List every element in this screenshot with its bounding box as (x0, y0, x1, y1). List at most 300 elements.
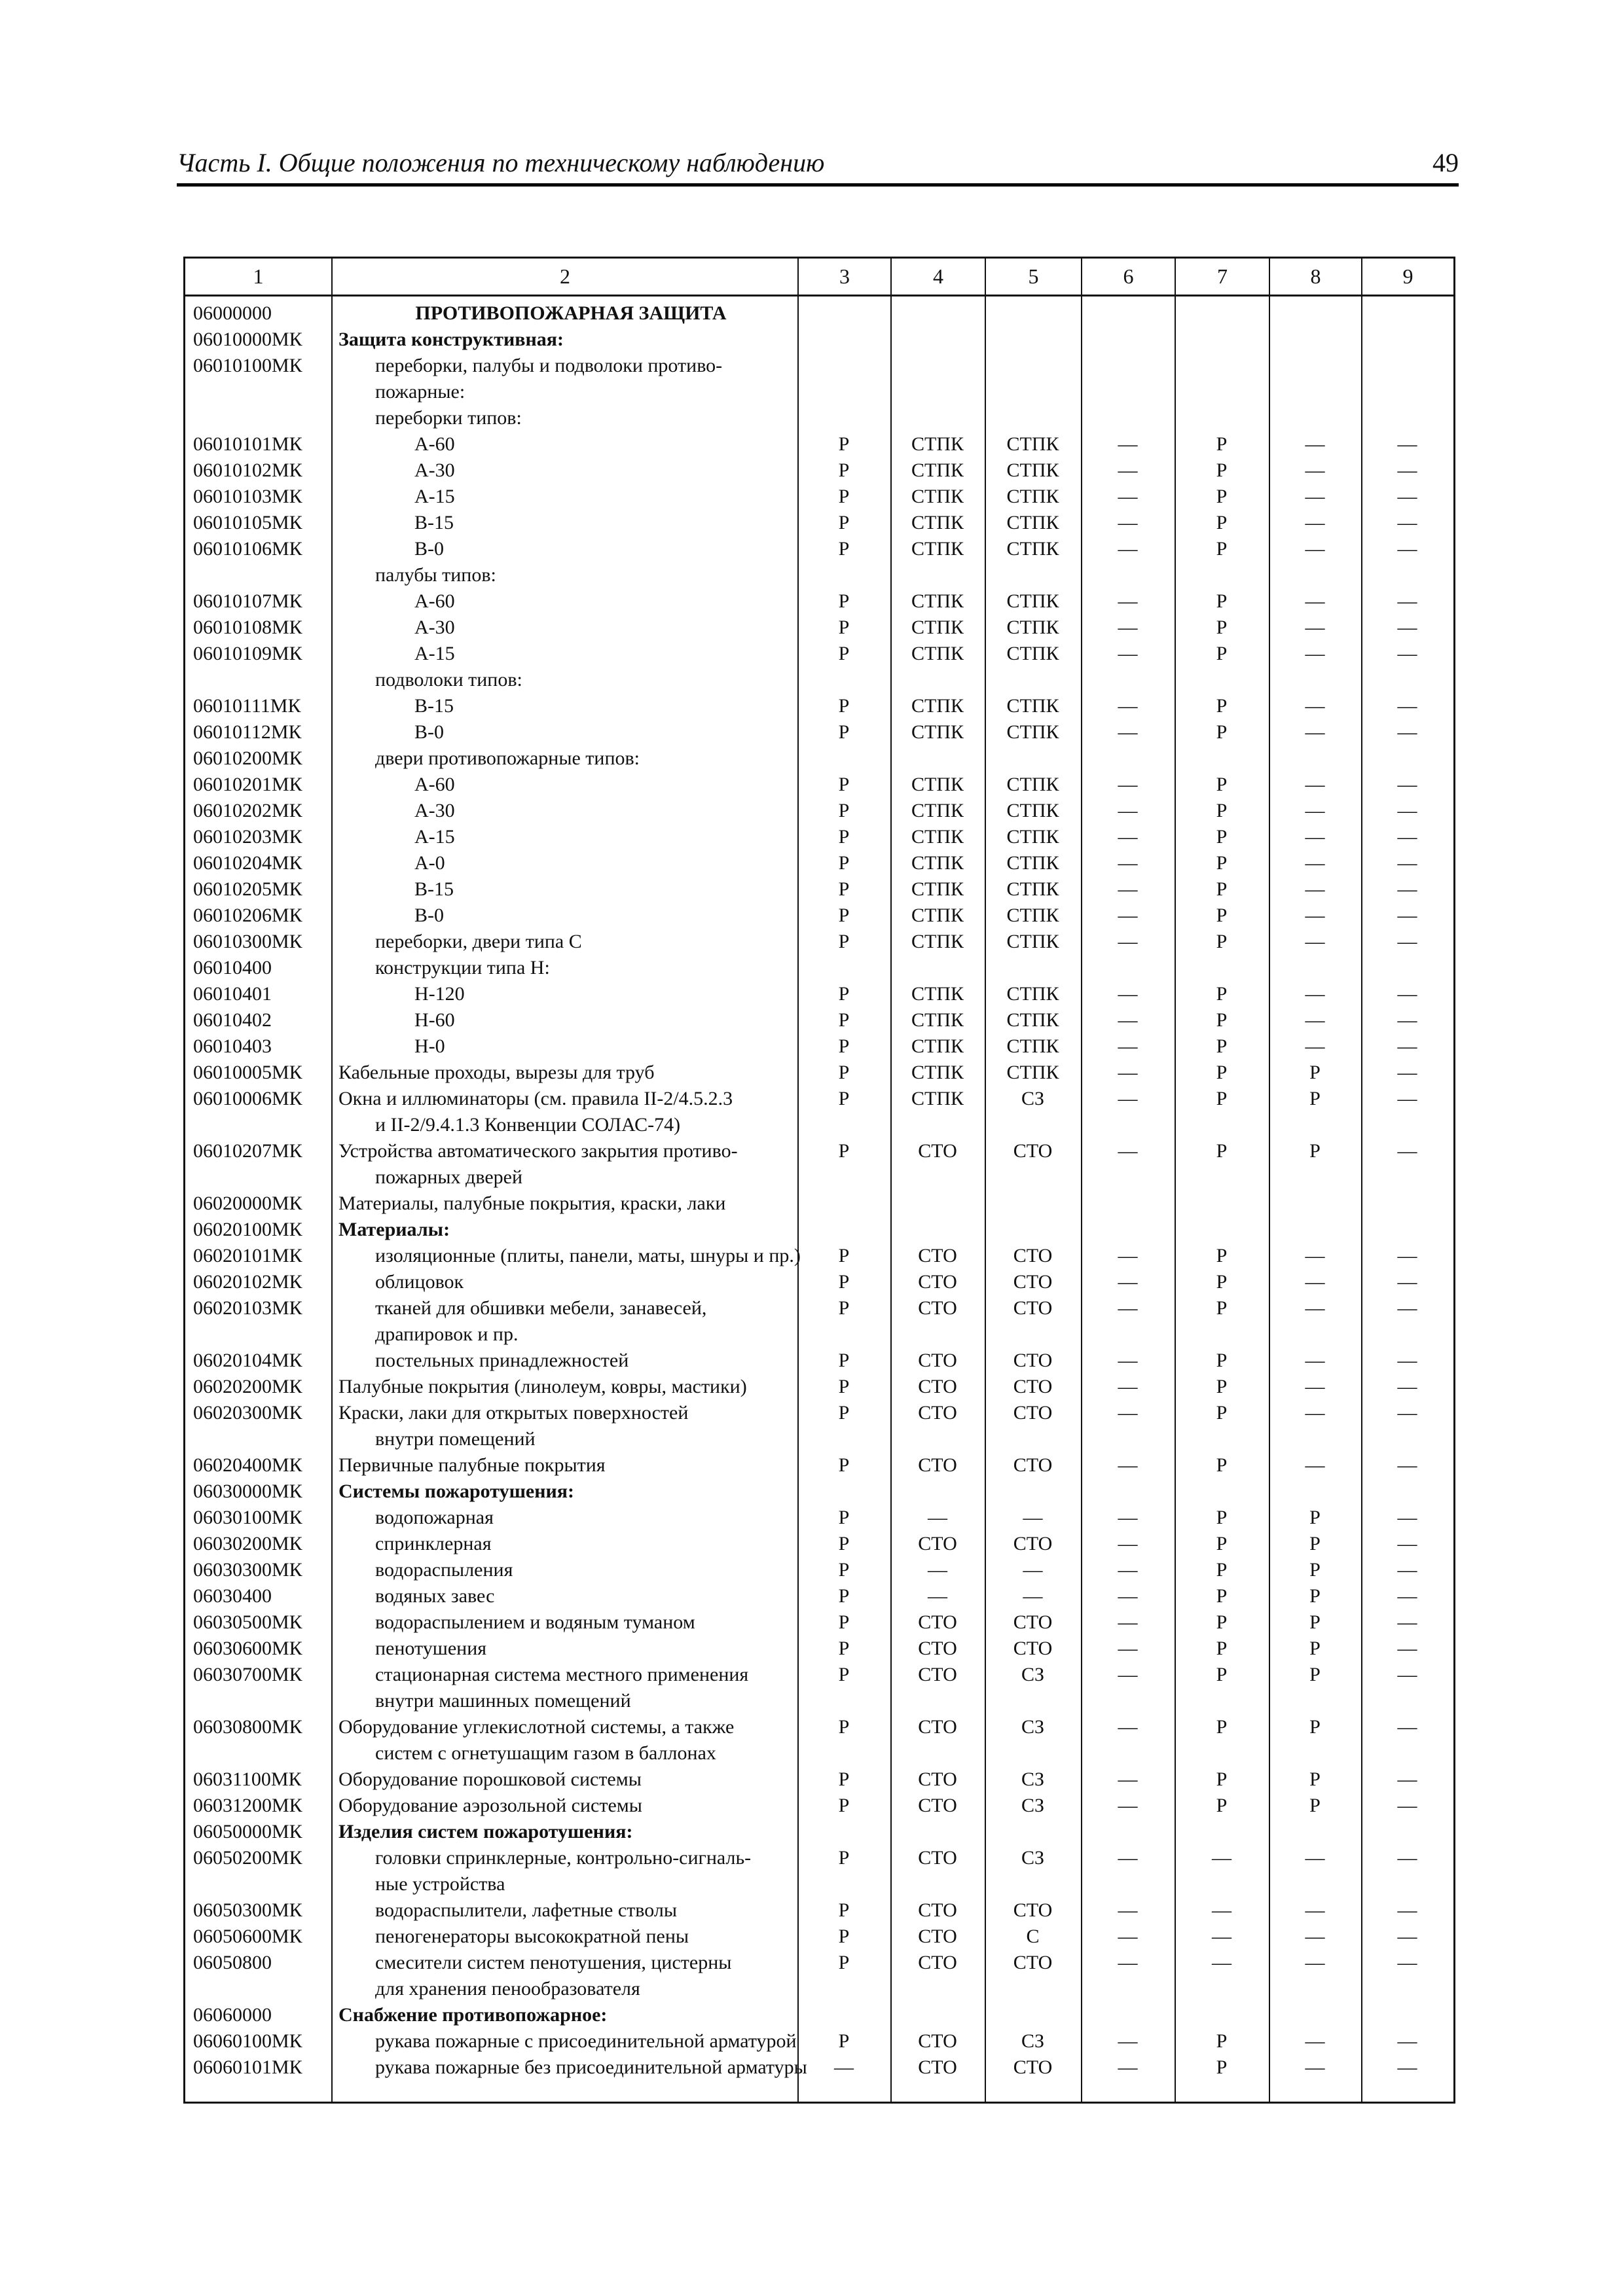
row-cell-c4: СТПК (911, 905, 964, 926)
row-cell-c4 (890, 1191, 985, 1217)
row-cell-c5: — (1023, 1507, 1043, 1528)
row-cell-c3 (797, 1426, 890, 1452)
table-row (185, 1217, 1453, 1243)
row-code (193, 667, 331, 693)
row-cell-c6: — (1118, 1768, 1138, 1790)
row-cell-c4: — (928, 1585, 947, 1607)
table-row (185, 353, 1453, 379)
row-cell-c8 (1269, 327, 1361, 353)
row-cell-c6: — (1118, 433, 1138, 455)
row-cell-c6: — (1118, 1611, 1138, 1633)
row-cell-c7: Р (1216, 2056, 1228, 2078)
row-cell-c4: СТПК (911, 878, 964, 900)
table-row (185, 1164, 1453, 1191)
row-cell-c3: Р (838, 1716, 850, 1738)
row-cell-c7: Р (1216, 590, 1228, 612)
row-code: 06010107МК (193, 590, 302, 612)
row-cell-c7 (1175, 667, 1269, 693)
row-cell-c7: Р (1216, 1245, 1228, 1266)
row-name: Первичные палубные покрытия (338, 1454, 606, 1476)
column-header: 5 (986, 259, 1082, 296)
row-cell-c7: Р (1216, 1035, 1228, 1057)
row-name: ПРОТИВОПОЖАРНАЯ ЗАЩИТА (415, 302, 727, 324)
row-cell-c6: — (1118, 852, 1138, 874)
row-name: Н-0 (414, 1035, 445, 1057)
row-code: 06030500МК (193, 1611, 302, 1633)
row-cell-c9: — (1397, 590, 1417, 612)
row-cell-c8: Р (1309, 1140, 1321, 1162)
row-cell-c5 (985, 1217, 1081, 1243)
row-cell-c3 (797, 1321, 890, 1348)
row-cell-c6: — (1118, 931, 1138, 952)
row-name: Оборудование аэрозольной системы (338, 1795, 642, 1816)
row-cell-c4 (890, 1164, 985, 1191)
row-cell-c3 (797, 2002, 890, 2028)
row-cell-c5 (985, 562, 1081, 588)
row-name: Окна и иллюминаторы (см. правила II-2/4.5.2.3 (338, 1088, 733, 1109)
row-cell-c7 (1175, 1426, 1269, 1452)
row-cell-c9 (1361, 1321, 1453, 1348)
row-cell-c5 (985, 1112, 1081, 1138)
row-cell-c6: — (1118, 1585, 1138, 1607)
row-code (193, 379, 331, 405)
row-cell-c8: Р (1309, 1768, 1321, 1790)
row-code (193, 1164, 331, 1191)
row-cell-c6 (1081, 955, 1175, 981)
row-cell-c3: Р (838, 486, 850, 507)
row-name: пожарные: (375, 381, 465, 403)
row-cell-c3 (797, 1217, 890, 1243)
row-cell-c6 (1081, 1479, 1175, 1505)
row-cell-c7 (1175, 1191, 1269, 1217)
row-cell-c5: СТПК (1006, 1035, 1059, 1057)
table-row (185, 1295, 1453, 1321)
row-cell-c9 (1361, 2002, 1453, 2028)
row-cell-c8: — (1305, 1454, 1325, 1476)
row-cell-c4: СТО (918, 1638, 957, 1659)
row-cell-c7: Р (1216, 1559, 1228, 1581)
row-cell-c7: Р (1216, 1062, 1228, 1083)
row-name: А-60 (414, 774, 455, 795)
row-cell-c3 (797, 300, 890, 327)
row-cell-c7 (1175, 405, 1269, 431)
row-name: двери противопожарные типов: (375, 747, 640, 769)
row-cell-c8: Р (1309, 1795, 1321, 1816)
row-code: 06030200МК (193, 1533, 302, 1554)
row-code: 06020103МК (193, 1297, 302, 1319)
row-name: А-60 (414, 590, 455, 612)
row-cell-c6: — (1118, 826, 1138, 848)
row-cell-c8: — (1305, 1847, 1325, 1869)
row-cell-c5: — (1023, 1559, 1043, 1581)
row-cell-c3: Р (838, 931, 850, 952)
row-name: Изделия систем пожаротушения: (338, 1821, 633, 1842)
row-cell-c7 (1175, 745, 1269, 772)
row-name: водораспыления (375, 1559, 513, 1581)
row-cell-c9 (1361, 955, 1453, 981)
row-cell-c3: Р (838, 1533, 850, 1554)
row-cell-c8: — (1305, 1245, 1325, 1266)
row-cell-c8: — (1305, 486, 1325, 507)
row-cell-c4: СТПК (911, 433, 964, 455)
table-row (185, 510, 1453, 536)
row-cell-c6 (1081, 1191, 1175, 1217)
row-cell-c7: Р (1216, 1507, 1228, 1528)
table-row (185, 431, 1453, 457)
row-name: постельных принадлежностей (375, 1350, 629, 1371)
row-cell-c4: СТО (918, 1952, 957, 1973)
table-row (185, 1348, 1453, 1374)
row-name: водораспылители, лафетные стволы (375, 1899, 677, 1921)
row-cell-c8: — (1305, 1899, 1325, 1921)
row-cell-c7: Р (1216, 826, 1228, 848)
column-header: 6 (1082, 259, 1176, 296)
row-cell-c3: Р (838, 1899, 850, 1921)
row-cell-c7: Р (1216, 852, 1228, 874)
row-cell-c7: Р (1216, 2030, 1228, 2052)
row-cell-c6: — (1118, 1402, 1138, 1424)
row-cell-c6: — (1118, 1926, 1138, 1947)
row-cell-c9 (1361, 353, 1453, 379)
row-cell-c5 (985, 2002, 1081, 2028)
row-name: Краски, лаки для открытых поверхностей (338, 1402, 689, 1424)
row-cell-c4: СТО (918, 1611, 957, 1633)
table-row (185, 1950, 1453, 1976)
row-cell-c7: Р (1216, 1768, 1228, 1790)
row-cell-c4 (890, 1688, 985, 1714)
row-cell-c4: СТО (918, 1768, 957, 1790)
row-name: пеногенераторы высокократной пены (375, 1926, 689, 1947)
row-cell-c3: Р (838, 1376, 850, 1397)
row-cell-c8 (1269, 1688, 1361, 1714)
row-code: 06010102МК (193, 459, 302, 481)
row-cell-c7: Р (1216, 1271, 1228, 1293)
row-cell-c4: СТПК (911, 486, 964, 507)
table-row (185, 615, 1453, 641)
row-name: Материалы: (338, 1219, 450, 1240)
row-cell-c4: СТО (918, 1271, 957, 1293)
row-cell-c6: — (1118, 774, 1138, 795)
row-cell-c7 (1175, 1321, 1269, 1348)
row-code: 06020104МК (193, 1350, 302, 1371)
row-name: конструкции типа Н: (375, 957, 550, 978)
row-cell-c6: — (1118, 2030, 1138, 2052)
row-code: 06031100МК (193, 1768, 302, 1790)
row-cell-c4 (890, 2002, 985, 2028)
row-cell-c8 (1269, 1164, 1361, 1191)
row-cell-c6 (1081, 1426, 1175, 1452)
row-cell-c6: — (1118, 2056, 1138, 2078)
row-cell-c9: — (1397, 643, 1417, 664)
row-name: смесители систем пенотушения, цистерны (375, 1952, 732, 1973)
row-cell-c7: — (1212, 1847, 1231, 1869)
row-name: В-15 (414, 695, 454, 717)
row-cell-c4: СТПК (911, 721, 964, 743)
row-cell-c9: — (1397, 1952, 1417, 1973)
row-name: пенотушения (375, 1638, 487, 1659)
table-row (185, 1033, 1453, 1060)
row-cell-c3: Р (838, 1062, 850, 1083)
column-header: 8 (1270, 259, 1362, 296)
row-code: 06010403 (193, 1035, 272, 1057)
row-cell-c9: — (1397, 1035, 1417, 1057)
row-cell-c6: — (1118, 1638, 1138, 1659)
row-cell-c4: СТО (918, 1795, 957, 1816)
column-header: 4 (892, 259, 986, 296)
table-row (185, 719, 1453, 745)
row-cell-c7 (1175, 300, 1269, 327)
row-cell-c6 (1081, 1164, 1175, 1191)
row-name: А-15 (414, 643, 455, 664)
row-cell-c6: — (1118, 643, 1138, 664)
row-cell-c8: — (1305, 1035, 1325, 1057)
row-code: 06010105МК (193, 512, 302, 533)
row-cell-c5 (985, 353, 1081, 379)
row-cell-c9 (1361, 562, 1453, 588)
row-cell-c6: — (1118, 1899, 1138, 1921)
row-cell-c3: Р (838, 826, 850, 848)
row-cell-c6: — (1118, 617, 1138, 638)
row-cell-c9: — (1397, 1350, 1417, 1371)
table-row (185, 1662, 1453, 1688)
row-cell-c5: СТПК (1006, 512, 1059, 533)
row-cell-c7 (1175, 1479, 1269, 1505)
row-cell-c4: СТПК (911, 459, 964, 481)
row-cell-c6: — (1118, 486, 1138, 507)
row-name: Снабжение противопожарное: (338, 2004, 608, 2026)
row-cell-c9 (1361, 667, 1453, 693)
table-row (185, 1531, 1453, 1557)
row-cell-c5: СТПК (1006, 852, 1059, 874)
row-cell-c7 (1175, 327, 1269, 353)
row-cell-c9: — (1397, 1402, 1417, 1424)
row-code: 06010006МК (193, 1088, 302, 1109)
row-cell-c6 (1081, 300, 1175, 327)
table-row (185, 1897, 1453, 1924)
row-cell-c8: Р (1309, 1611, 1321, 1633)
row-cell-c5 (985, 1688, 1081, 1714)
row-cell-c7: — (1212, 1952, 1231, 1973)
row-cell-c4 (890, 300, 985, 327)
row-cell-c6: — (1118, 590, 1138, 612)
row-cell-c6 (1081, 1871, 1175, 1897)
row-cell-c8: — (1305, 590, 1325, 612)
row-cell-c3: Р (838, 1297, 850, 1319)
row-cell-c9: — (1397, 1795, 1417, 1816)
column-header: 9 (1362, 259, 1453, 296)
table-row (185, 588, 1453, 615)
row-cell-c6: — (1118, 1088, 1138, 1109)
table-row (185, 1609, 1453, 1636)
row-cell-c9 (1361, 745, 1453, 772)
row-cell-c6: — (1118, 459, 1138, 481)
row-cell-c9: — (1397, 1585, 1417, 1607)
row-code (193, 1321, 331, 1348)
row-cell-c4: СТПК (911, 643, 964, 664)
row-cell-c3: Р (838, 1664, 850, 1685)
row-cell-c4 (890, 379, 985, 405)
row-cell-c7: Р (1216, 459, 1228, 481)
row-cell-c8: Р (1309, 1507, 1321, 1528)
row-name: Устройства автоматического закрытия противо- (338, 1140, 738, 1162)
row-cell-c4: СТО (918, 2030, 957, 2052)
row-code: 06020101МК (193, 1245, 302, 1266)
column-header: 2 (333, 259, 799, 296)
row-cell-c8: — (1305, 878, 1325, 900)
row-cell-c6 (1081, 562, 1175, 588)
row-name: спринклерная (375, 1533, 492, 1554)
row-code: 06060000 (193, 2004, 272, 2026)
row-cell-c9: — (1397, 1271, 1417, 1293)
row-cell-c8 (1269, 1819, 1361, 1845)
row-cell-c4 (890, 1479, 985, 1505)
row-cell-c8: — (1305, 905, 1325, 926)
row-cell-c5: СТПК (1006, 931, 1059, 952)
table-row (185, 929, 1453, 955)
row-name: головки спринклерные, контрольно-сигналь- (375, 1847, 752, 1869)
table-row (185, 1924, 1453, 1950)
row-cell-c8 (1269, 1479, 1361, 1505)
row-code: 06030800МК (193, 1716, 302, 1738)
row-cell-c4 (890, 1426, 985, 1452)
row-cell-c6 (1081, 327, 1175, 353)
row-cell-c6: — (1118, 1559, 1138, 1581)
row-name: для хранения пенообразователя (375, 1978, 640, 2000)
row-cell-c4: СТПК (911, 617, 964, 638)
row-cell-c6 (1081, 1112, 1175, 1138)
row-code: 06030700МК (193, 1664, 302, 1685)
row-cell-c9: — (1397, 1899, 1417, 1921)
row-cell-c7: Р (1216, 774, 1228, 795)
table-row (185, 1583, 1453, 1609)
row-name: А-30 (414, 800, 455, 821)
row-cell-c3: Р (838, 721, 850, 743)
table-row (185, 693, 1453, 719)
row-cell-c3 (797, 327, 890, 353)
row-cell-c7: Р (1216, 538, 1228, 560)
row-cell-c9: — (1397, 2056, 1417, 2078)
row-code (193, 405, 331, 431)
row-cell-c4: — (928, 1559, 947, 1581)
row-cell-c5: СТПК (1006, 695, 1059, 717)
row-cell-c8: Р (1309, 1638, 1321, 1659)
row-code: 06030100МК (193, 1507, 302, 1528)
table-row (185, 1007, 1453, 1033)
row-code: 06010201МК (193, 774, 302, 795)
row-cell-c8 (1269, 1112, 1361, 1138)
row-cell-c6: — (1118, 1035, 1138, 1057)
row-cell-c3 (797, 562, 890, 588)
row-cell-c3: Р (838, 1585, 850, 1607)
row-code (193, 1112, 331, 1138)
row-cell-c6 (1081, 667, 1175, 693)
row-name: изоляционные (плиты, панели, маты, шнуры и пр.) (375, 1245, 801, 1266)
row-cell-c5: СТПК (1006, 643, 1059, 664)
row-cell-c5: СТО (1013, 1140, 1053, 1162)
row-cell-c7: Р (1216, 1376, 1228, 1397)
row-cell-c9: — (1397, 1245, 1417, 1266)
row-cell-c8: Р (1309, 1062, 1321, 1083)
row-cell-c3: Р (838, 905, 850, 926)
table-row (185, 1138, 1453, 1164)
row-code: 06030400 (193, 1585, 272, 1607)
row-cell-c7: Р (1216, 617, 1228, 638)
row-cell-c6: — (1118, 1140, 1138, 1162)
row-cell-c5: СТО (1013, 1245, 1053, 1266)
row-cell-c5: СЗ (1021, 1795, 1045, 1816)
row-cell-c3: Р (838, 1271, 850, 1293)
row-cell-c3 (797, 745, 890, 772)
table-row (185, 457, 1453, 484)
row-cell-c8 (1269, 1191, 1361, 1217)
row-code: 06030600МК (193, 1638, 302, 1659)
row-code: 06020102МК (193, 1271, 302, 1293)
row-cell-c4 (890, 1819, 985, 1845)
row-code (193, 1740, 331, 1767)
row-cell-c5: С (1026, 1926, 1040, 1947)
row-cell-c4: СТПК (911, 512, 964, 533)
row-cell-c6: — (1118, 1062, 1138, 1083)
row-cell-c9: — (1397, 1062, 1417, 1083)
row-cell-c9 (1361, 1688, 1453, 1714)
row-cell-c6 (1081, 379, 1175, 405)
table-row (185, 1714, 1453, 1740)
row-cell-c5: СЗ (1021, 1716, 1045, 1738)
row-code: 06050800 (193, 1952, 272, 1973)
row-code: 06010206МК (193, 905, 302, 926)
row-cell-c5 (985, 1321, 1081, 1348)
row-cell-c7: Р (1216, 1795, 1228, 1816)
row-cell-c4: СТО (918, 1847, 957, 1869)
row-cell-c8 (1269, 379, 1361, 405)
row-cell-c4: СТО (918, 1664, 957, 1685)
table-row (185, 876, 1453, 903)
row-cell-c7: Р (1216, 983, 1228, 1005)
table-row (185, 1976, 1453, 2002)
row-cell-c6 (1081, 745, 1175, 772)
row-cell-c4: СТПК (911, 826, 964, 848)
row-cell-c4: СТПК (911, 538, 964, 560)
row-cell-c4: СТПК (911, 1062, 964, 1083)
row-name: переборки, палубы и подволоки противо- (375, 355, 723, 376)
row-cell-c8: — (1305, 1926, 1325, 1947)
row-cell-c5: СЗ (1021, 2030, 1045, 2052)
row-cell-c8: — (1305, 617, 1325, 638)
row-name: облицовок (375, 1271, 464, 1293)
row-cell-c8 (1269, 2002, 1361, 2028)
table-row (185, 1086, 1453, 1112)
row-cell-c7 (1175, 1976, 1269, 2002)
row-name: Защита конструктивная: (338, 329, 564, 350)
row-cell-c4: СТПК (911, 695, 964, 717)
row-cell-c5 (985, 327, 1081, 353)
row-cell-c7 (1175, 1217, 1269, 1243)
row-cell-c8 (1269, 1321, 1361, 1348)
row-cell-c9: — (1397, 1297, 1417, 1319)
header-title: Часть I. Общие положения по техническому наблюдению (177, 148, 825, 177)
row-cell-c9: — (1397, 1926, 1417, 1947)
row-cell-c8: — (1305, 800, 1325, 821)
row-cell-c9 (1361, 1479, 1453, 1505)
row-cell-c3 (797, 1164, 890, 1191)
row-name: водопожарная (375, 1507, 494, 1528)
row-cell-c8: Р (1309, 1559, 1321, 1581)
row-cell-c3: Р (838, 1611, 850, 1633)
row-cell-c8: — (1305, 695, 1325, 717)
row-cell-c9 (1361, 300, 1453, 327)
table-row (185, 903, 1453, 929)
row-cell-c9: — (1397, 1559, 1417, 1581)
